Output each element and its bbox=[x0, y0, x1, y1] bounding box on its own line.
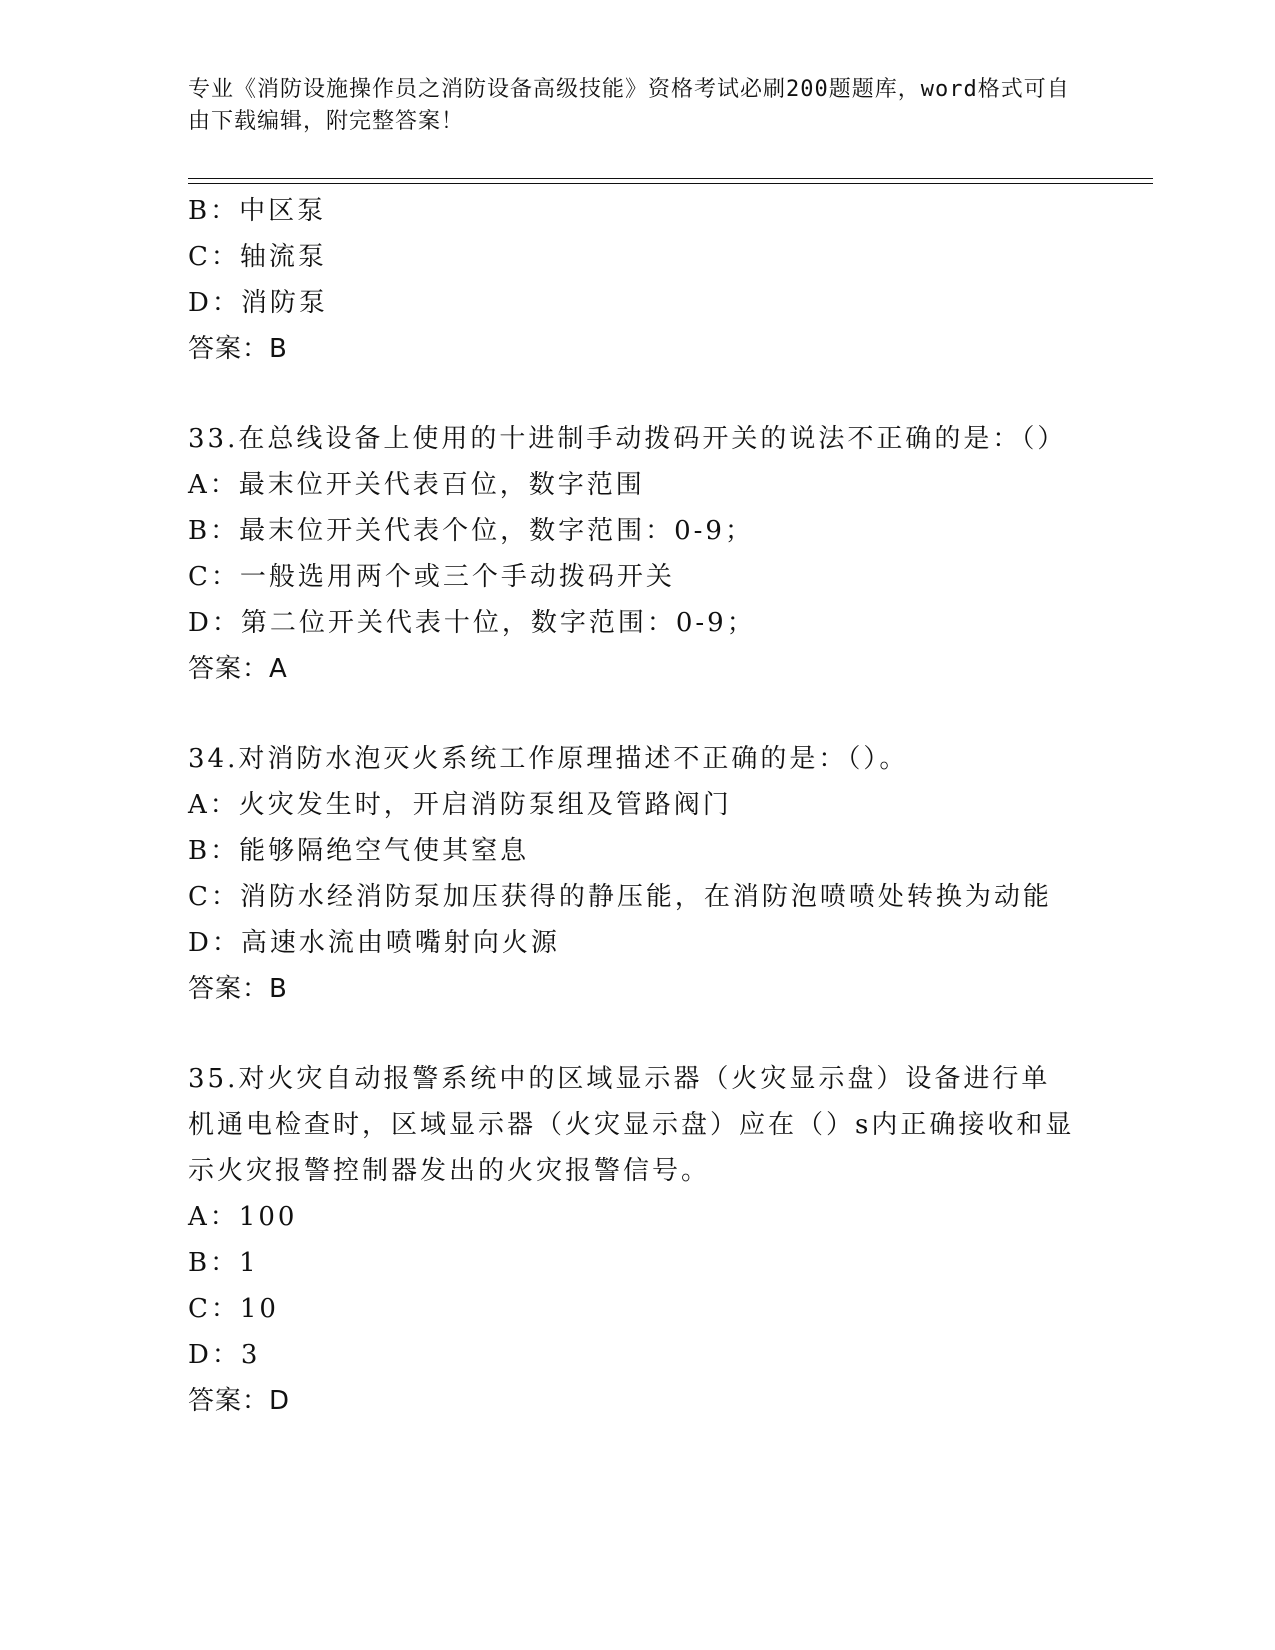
option-b: B：能够隔绝空气使其窒息 bbox=[188, 836, 530, 866]
option-b: B：中区泵 bbox=[188, 196, 327, 226]
option-d: D：3 bbox=[188, 1340, 261, 1370]
question-34 bbox=[188, 736, 1088, 1012]
answer-line: 答案：D bbox=[188, 1386, 291, 1416]
option-d: D：第二位开关代表十位，数字范围：0-9； bbox=[188, 608, 756, 638]
option-a: A：最末位开关代表百位，数字范围 bbox=[188, 470, 645, 500]
document-header bbox=[188, 74, 1088, 138]
header-divider bbox=[188, 178, 1153, 179]
option-c: C：轴流泵 bbox=[188, 242, 327, 272]
question-stem: 35.对火灾自动报警系统中的区域显示器（火灾显示盘）设备进行单机通电检查时，区域显示器（火灾显示盘）应在（）s内正确接收和显示火灾报警控制器发出的火灾报警信号。 bbox=[188, 1064, 1075, 1186]
document-body bbox=[188, 188, 1088, 1424]
answer-line: 答案：B bbox=[188, 334, 288, 364]
question-33 bbox=[188, 416, 1088, 692]
option-d: D：消防泵 bbox=[188, 288, 328, 318]
question-stem: 34.对消防水泡灭火系统工作原理描述不正确的是：（）。 bbox=[188, 744, 909, 774]
spacer bbox=[188, 372, 1088, 416]
option-b: B：1 bbox=[188, 1248, 259, 1278]
option-c: C：一般选用两个或三个手动拨码开关 bbox=[188, 562, 675, 592]
answer-line: 答案：B bbox=[188, 974, 288, 1004]
option-d: D：高速水流由喷嘴射向火源 bbox=[188, 928, 560, 958]
option-a: A：火灾发生时，开启消防泵组及管路阀门 bbox=[188, 790, 732, 820]
option-a: A：100 bbox=[188, 1202, 298, 1232]
question-stem: 33.在总线设备上使用的十进制手动拨码开关的说法不正确的是：（） bbox=[188, 424, 1067, 454]
header-divider-secondary bbox=[188, 183, 1153, 184]
answer-line: 答案：A bbox=[188, 654, 288, 684]
question-continuation bbox=[188, 188, 1088, 372]
spacer bbox=[188, 1012, 1088, 1056]
option-b: B：最末位开关代表个位，数字范围：0-9； bbox=[188, 516, 754, 546]
question-35 bbox=[188, 1056, 1088, 1424]
option-c: C：10 bbox=[188, 1294, 279, 1324]
spacer bbox=[188, 692, 1088, 736]
header-title: 专业《消防设施操作员之消防设备高级技能》资格考试必刷200题题库，word格式可自由下载编辑，附完整答案！ bbox=[188, 77, 1070, 134]
option-c: C：消防水经消防泵加压获得的静压能，在消防泡喷喷处转换为动能 bbox=[188, 882, 1052, 912]
